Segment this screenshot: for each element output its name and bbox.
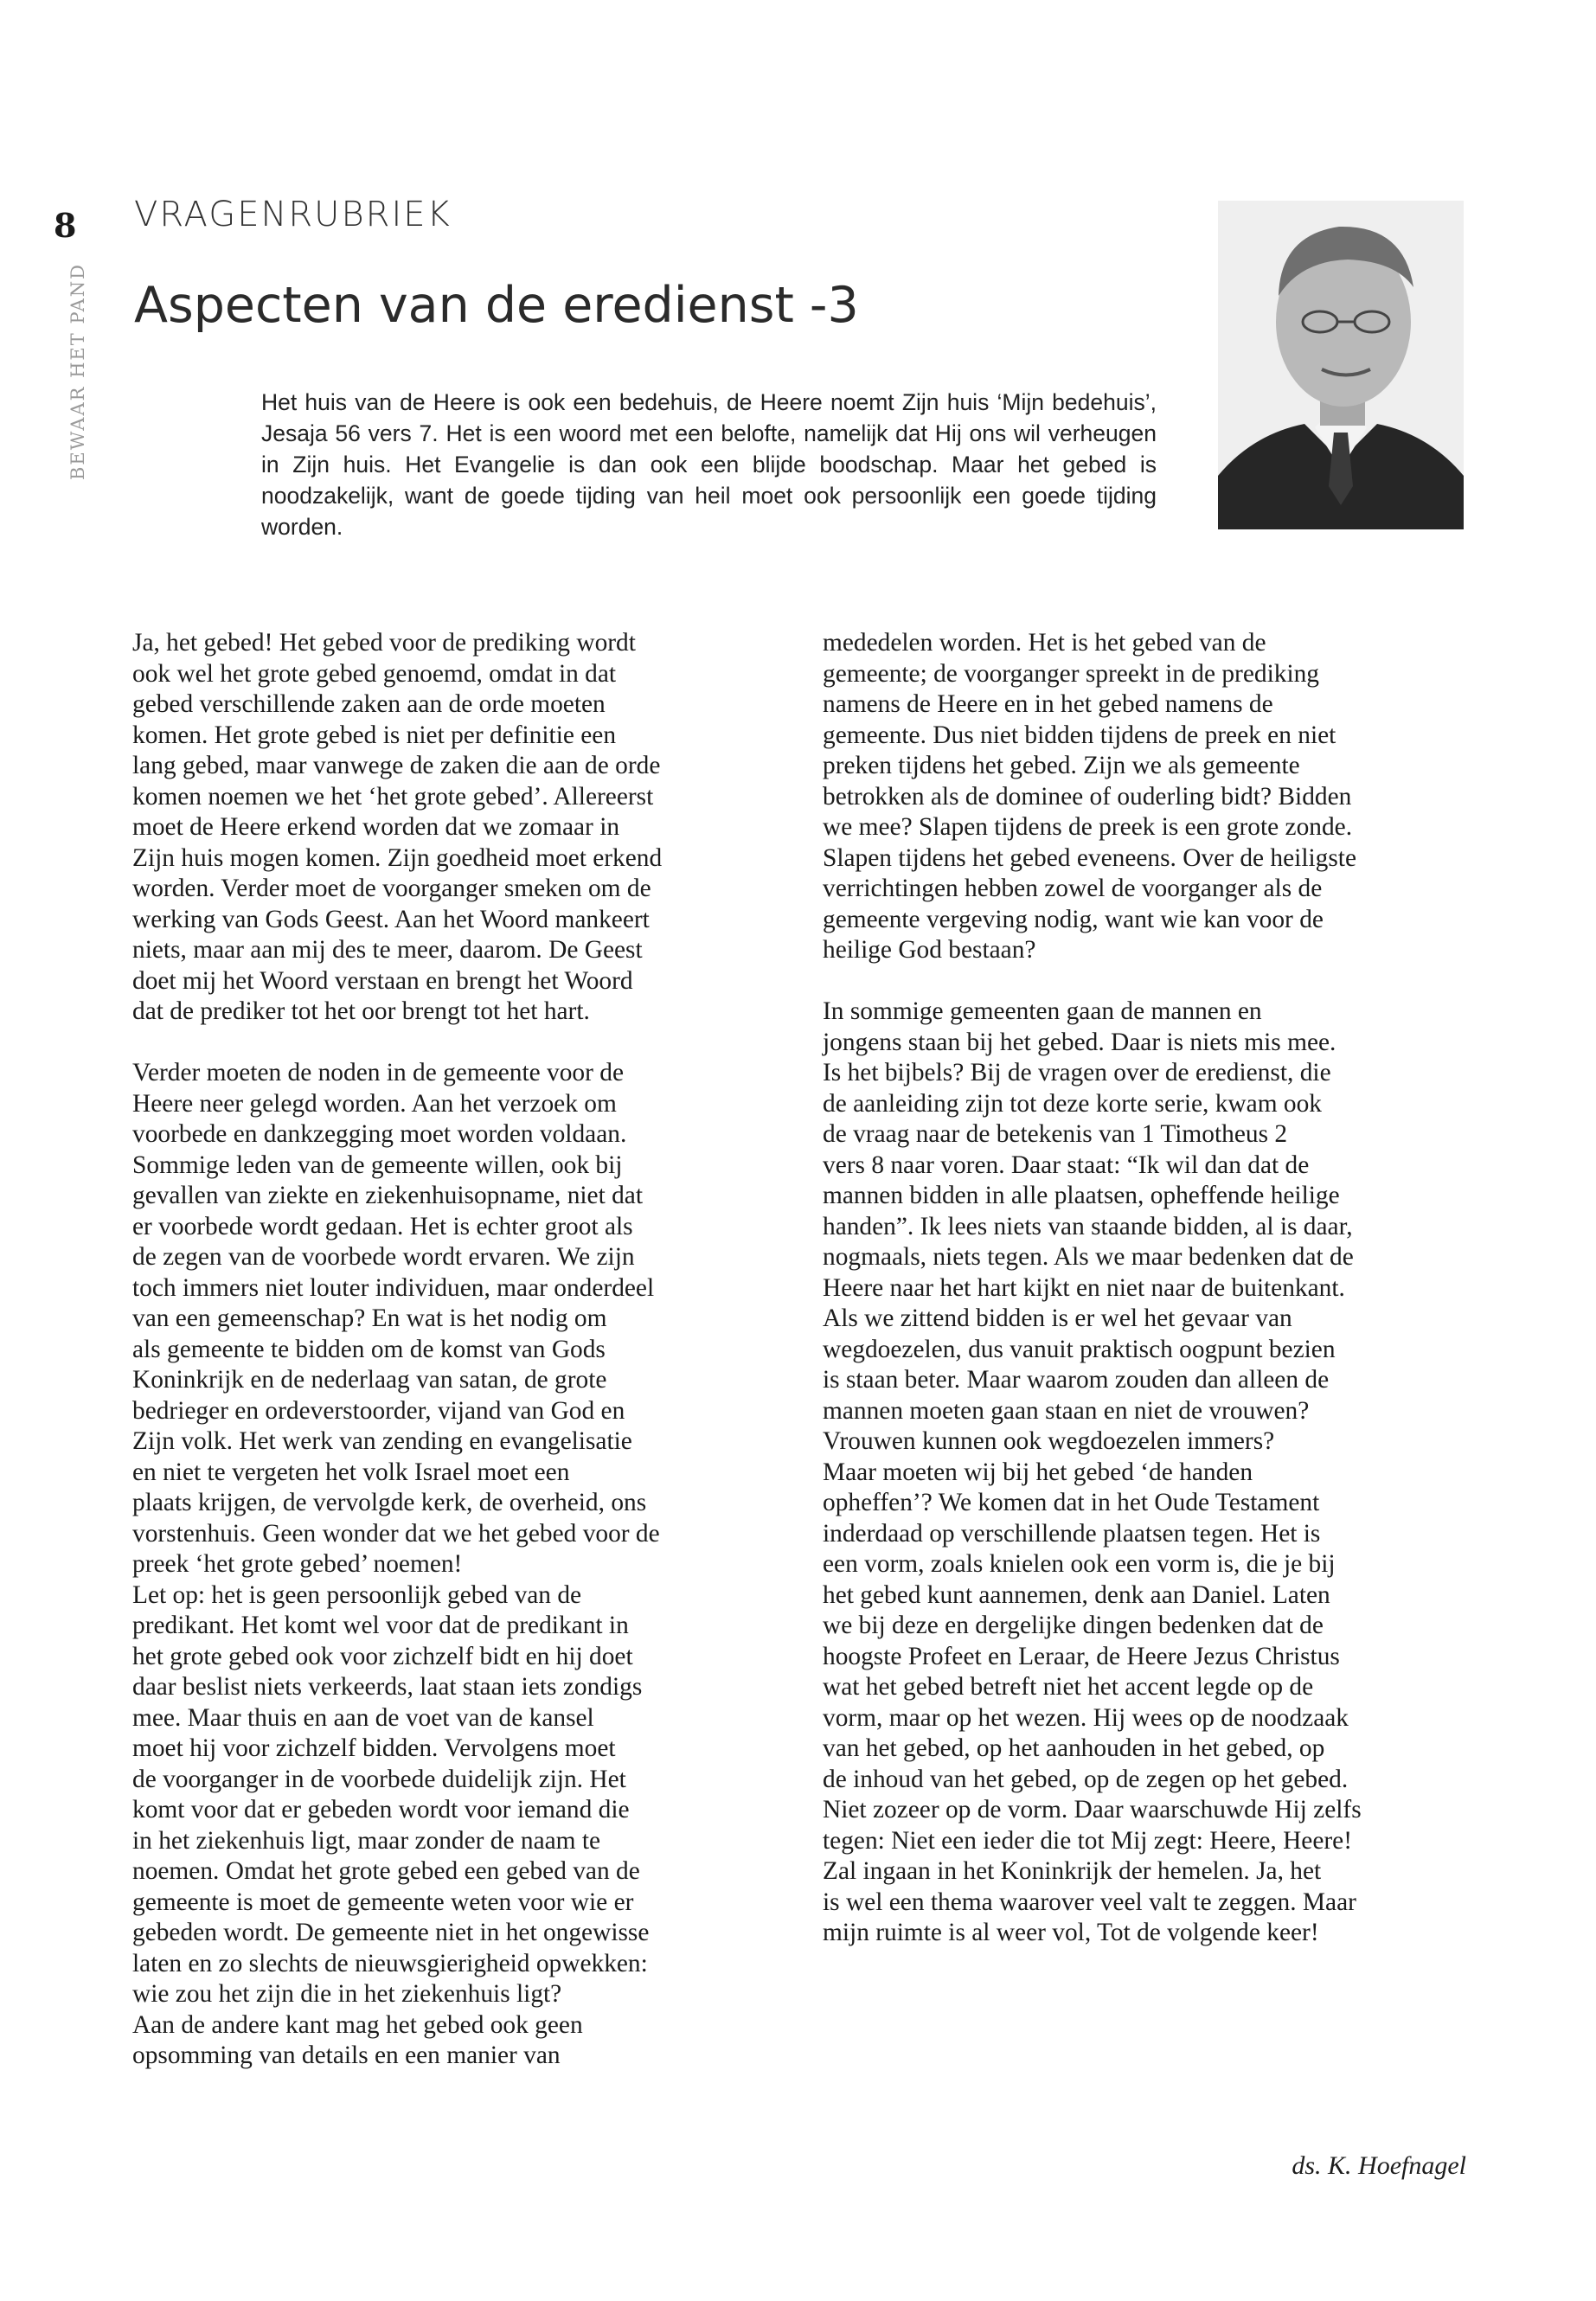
text-line: tegen: Niet een ieder die tot Mij zegt: Heere, Heere! bbox=[823, 1826, 1353, 1855]
text-line: Als we zittend bidden is er wel het gevaar van bbox=[823, 1304, 1292, 1332]
text-line: we mee? Slapen tijdens de preek is een grote zonde. bbox=[823, 813, 1353, 841]
text-line: toch immers niet louter individuen, maar onderdeel bbox=[132, 1273, 655, 1302]
text-line: niets, maar aan mij des te meer, daarom. De Geest bbox=[132, 936, 643, 964]
text-line: Verder moeten de noden in de gemeente voor de bbox=[132, 1059, 624, 1086]
text-line: als gemeente te bidden om de komst van Gods bbox=[132, 1335, 606, 1363]
text-line: verrichtingen hebben zowel de voorganger als de bbox=[823, 875, 1323, 902]
paragraph-break bbox=[132, 1028, 772, 1059]
article-intro: Het huis van de Heere is ook een bedehuis, de Heere noemt Zijn huis ‘Mijn bedehuis’, Jesaja 56 vers 7. Het is een woord met een belofte, namelijk dat Hij ons wil verheugen in Zijn huis. Het Evangelie is dan ook een blijde boodschap. Maar het gebed is noodzakelijk, want de goede tijding van heil moet ook persoonlijk een goede tijding worden. bbox=[261, 389, 1157, 540]
text-line: gemeente; de voorganger spreekt in de prediking bbox=[823, 659, 1320, 688]
text-line: nogmaals, niets tegen. Als we maar bedenken dat de bbox=[823, 1243, 1354, 1271]
text-line: wegdoezelen, dus vanuit praktisch oogpunt bezien bbox=[823, 1335, 1336, 1363]
right-column bbox=[823, 628, 1463, 1949]
text-line: mannen moeten gaan staan en niet de vrouwen? bbox=[823, 1396, 1310, 1425]
author-signature: ds. K. Hoefnagel bbox=[1292, 2151, 1466, 2180]
text-line: voorbede en dankzegging moet worden voldaan. bbox=[132, 1120, 627, 1148]
article-title: Aspecten van de eredienst -3 bbox=[134, 277, 859, 334]
text-line: mijn ruimte is al weer vol, Tot de volgende keer! bbox=[823, 1919, 1319, 1946]
text-line: het gebed kunt aannemen, denk aan Daniel. Laten bbox=[823, 1580, 1330, 1609]
text-line: komen noemen we het ‘het grote gebed’. Allereerst bbox=[132, 782, 654, 811]
section-label: VRAGENRUBRIEK bbox=[134, 195, 452, 234]
text-line: de voorganger in de voorbede duidelijk zijn. Het bbox=[132, 1765, 626, 1793]
text-line: Niet zozeer op de vorm. Daar waarschuwde Hij zelfs bbox=[823, 1796, 1362, 1823]
text-line: Zijn huis mogen komen. Zijn goedheid moet erkend bbox=[132, 843, 663, 872]
text-line: komt voor dat er gebeden wordt voor iemand die bbox=[132, 1796, 630, 1823]
text-line: laten en zo slechts de nieuwsgierigheid opwekken: bbox=[132, 1949, 648, 1977]
text-line: gebeden wordt. De gemeente niet in het ongewisse bbox=[132, 1919, 650, 1946]
text-line: Ja, het gebed! Het gebed voor de prediking wordt bbox=[132, 629, 636, 657]
text-line: het grote gebed ook voor zichzelf bidt en hij doet bbox=[132, 1642, 633, 1670]
text-line: doet mij het Woord verstaan en brengt het Woord bbox=[132, 966, 633, 995]
text-line: Heere neer gelegd worden. Aan het verzoek om bbox=[132, 1089, 617, 1118]
text-line: de inhoud van het gebed, op de zegen op het gebed. bbox=[823, 1765, 1349, 1793]
text-line: dat de prediker tot het oor brengt tot het hart. bbox=[132, 997, 590, 1025]
text-line: opsomming van details en een manier van bbox=[132, 2041, 561, 2069]
text-line: en niet te vergeten het volk Israel moet een bbox=[132, 1458, 570, 1486]
side-label: BEWAAR HET PAND bbox=[67, 262, 88, 480]
text-line: lang gebed, maar vanwege de zaken die aan de orde bbox=[132, 752, 661, 779]
text-line: Sommige leden van de gemeente willen, ook bij bbox=[132, 1150, 623, 1179]
text-line: mee. Maar thuis en aan de voet van de kansel bbox=[132, 1703, 594, 1732]
text-line: moet de Heere erkend worden dat we zomaar in bbox=[132, 813, 620, 841]
text-line: moet hij voor zichzelf bidden. Vervolgens moet bbox=[132, 1734, 616, 1762]
text-line: vorstenhuis. Geen wonder dat we het gebed voor de bbox=[132, 1519, 660, 1548]
text-line: een vorm, zoals knielen ook een vorm is, die je bij bbox=[823, 1550, 1336, 1578]
left-column bbox=[132, 628, 772, 2072]
text-line: de zegen van de voorbede wordt ervaren. We zijn bbox=[132, 1243, 635, 1271]
text-line: Maar moeten wij bij het gebed ‘de handen bbox=[823, 1458, 1253, 1486]
text-line: heilige God bestaan? bbox=[823, 936, 1036, 964]
text-line: Slapen tijdens het gebed eveneens. Over de heiligste bbox=[823, 843, 1357, 872]
text-line: handen”. Ik lees niets van staande bidden, al is daar, bbox=[823, 1212, 1353, 1240]
text-line: vers 8 naar voren. Daar staat: “Ik wil dan dat de bbox=[823, 1150, 1310, 1179]
text-line: de aanleiding zijn tot deze korte serie, kwam ook bbox=[823, 1089, 1322, 1118]
text-line: daar beslist niets verkeerds, laat staan iets zondigs bbox=[132, 1673, 643, 1701]
text-line: vorm, maar op het wezen. Hij wees op de noodzaak bbox=[823, 1703, 1349, 1732]
author-portrait-image bbox=[1218, 201, 1464, 529]
text-line: is staan beter. Maar waarom zouden dan alleen de bbox=[823, 1366, 1330, 1394]
text-line: betrokken als de dominee of ouderling bidt? Bidden bbox=[823, 782, 1352, 811]
text-line: worden. Verder moet de voorganger smeken om de bbox=[132, 875, 651, 902]
text-line: hoogste Profeet en Leraar, de Heere Jezus Christus bbox=[823, 1642, 1340, 1670]
text-line: Zijn volk. Het werk van zending en evangelisatie bbox=[132, 1427, 632, 1455]
text-line: bedrieger en ordeverstoorder, vijand van God en bbox=[132, 1396, 625, 1425]
text-line: inderdaad op verschillende plaatsen tegen. Het is bbox=[823, 1519, 1321, 1548]
text-line: gevallen van ziekte en ziekenhuisopname, niet dat bbox=[132, 1182, 644, 1209]
text-line: noemen. Omdat het grote gebed een gebed van de bbox=[132, 1857, 640, 1885]
text-line: wie zou het zijn die in het ziekenhuis ligt? bbox=[132, 1980, 562, 2008]
text-line: plaats krijgen, de vervolgde kerk, de overheid, ons bbox=[132, 1489, 647, 1516]
text-line: wat het gebed betreft niet het accent legde op de bbox=[823, 1673, 1314, 1701]
text-line: opheffen’? We komen dat in het Oude Testament bbox=[823, 1489, 1320, 1516]
text-line: In sommige gemeenten gaan de mannen en bbox=[823, 997, 1262, 1025]
page-number: 8 bbox=[54, 206, 77, 245]
text-line: in het ziekenhuis ligt, maar zonder de naam te bbox=[132, 1826, 601, 1855]
text-line: Zal ingaan in het Koninkrijk der hemelen. Ja, het bbox=[823, 1857, 1322, 1885]
text-line: gebed verschillende zaken aan de orde moeten bbox=[132, 690, 606, 718]
text-line: namens de Heere en in het gebed namens de bbox=[823, 690, 1273, 718]
author-portrait bbox=[1218, 201, 1464, 529]
text-line: ook wel het grote gebed genoemd, omdat in dat bbox=[132, 659, 617, 688]
text-line: we bij deze en dergelijke dingen bedenken dat de bbox=[823, 1612, 1324, 1639]
text-line: de vraag naar de betekenis van 1 Timotheus 2 bbox=[823, 1120, 1288, 1148]
text-line: Let op: het is geen persoonlijk gebed van de bbox=[132, 1580, 582, 1609]
text-line: Is het bijbels? Bij de vragen over de eredienst, die bbox=[823, 1059, 1331, 1086]
text-line: werking van Gods Geest. Aan het Woord mankeert bbox=[132, 905, 650, 933]
text-line: gemeente is moet de gemeente weten voor wie er bbox=[132, 1888, 634, 1916]
text-line: Koninkrijk en de nederlaag van satan, de grote bbox=[132, 1366, 607, 1394]
text-line: mededelen worden. Het is het gebed van de bbox=[823, 629, 1266, 657]
text-line: is wel een thema waarover veel valt te zeggen. Maar bbox=[823, 1888, 1356, 1916]
text-line: preken tijdens het gebed. Zijn we als gemeente bbox=[823, 752, 1300, 779]
text-line: gemeente vergeving nodig, want wie kan voor de bbox=[823, 905, 1324, 933]
paragraph-break bbox=[823, 966, 1463, 997]
text-line: van een gemeenschap? En wat is het nodig om bbox=[132, 1304, 607, 1332]
text-line: Heere naar het hart kijkt en niet naar de buitenkant. bbox=[823, 1273, 1345, 1302]
text-line: predikant. Het komt wel voor dat de predikant in bbox=[132, 1612, 629, 1639]
text-line: preek ‘het grote gebed’ noemen! bbox=[132, 1550, 463, 1578]
text-line: Aan de andere kant mag het gebed ook geen bbox=[132, 2010, 583, 2039]
text-line: komen. Het grote gebed is niet per definitie een bbox=[132, 721, 617, 749]
text-line: er voorbede wordt gedaan. Het is echter groot als bbox=[132, 1212, 633, 1240]
text-line: van het gebed, op het aanhouden in het gebed, op bbox=[823, 1734, 1325, 1762]
text-line: Vrouwen kunnen ook wegdoezelen immers? bbox=[823, 1427, 1275, 1455]
text-line: gemeente. Dus niet bidden tijdens de preek en niet bbox=[823, 721, 1336, 749]
text-line: jongens staan bij het gebed. Daar is niets mis mee. bbox=[823, 1028, 1336, 1056]
text-line: mannen bidden in alle plaatsen, opheffende heilige bbox=[823, 1182, 1340, 1209]
